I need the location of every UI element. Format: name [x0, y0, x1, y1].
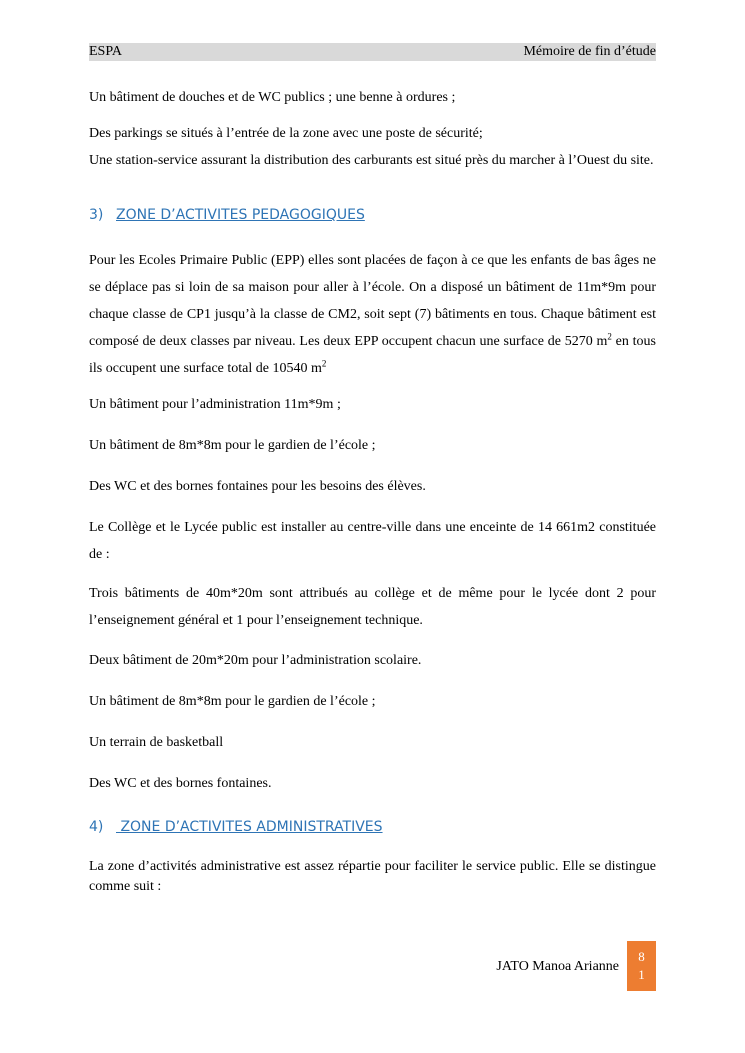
list-item-wc-fontaines: Des WC et des bornes fontaines.: [89, 776, 272, 791]
paragraph-college: Le Collège et le Lycée public est installer au centre-ville dans une enceinte de 14 661m2 constituée de :: [89, 520, 656, 562]
section-4-heading: [89, 818, 383, 836]
epp-sup-1: 2: [607, 331, 612, 342]
section-3-number: 3): [89, 207, 104, 223]
list-item-gardien-2: Un bâtiment de 8m*8m pour le gardien de l’école ;: [89, 694, 376, 709]
list-item-gardien: Un bâtiment de 8m*8m pour le gardien de l’école ;: [89, 438, 376, 453]
paragraph-douches: Un bâtiment de douches et de WC publics ; une benne à ordures ;: [89, 90, 456, 105]
paragraph-parkings: Des parkings se situés à l’entrée de la zone avec une poste de sécurité;: [89, 126, 483, 141]
list-item-wc-eleves: Des WC et des bornes fontaines pour les besoins des élèves.: [89, 479, 426, 494]
list-item-basketball: Un terrain de basketball: [89, 735, 224, 750]
header-right-text: Mémoire de fin d’étude: [523, 44, 656, 59]
paragraph-epp: [89, 247, 656, 382]
section-3-title: ZONE D’ACTIVITES PEDAGOGIQUES: [116, 207, 365, 223]
section-4-number: 4): [89, 819, 104, 835]
section-3-heading: [89, 206, 365, 224]
epp-text-middle: en tous ils occupent une surface total de 10540 m: [89, 334, 656, 376]
paragraph-trois-batiments: Trois bâtiments de 40m*20m sont attribués au collège et de même pour le lycée dont 2 pour l’enseignement général et 1 pour l’enseignement technique.: [89, 586, 656, 628]
page-header: [89, 43, 656, 61]
page-number-box: [627, 941, 656, 991]
epp-sup-2: 2: [321, 358, 327, 369]
epp-text-before: Pour les Ecoles Primaire Public (EPP) elles sont placées de façon à ce que les enfants de bas âges ne se déplace pas si loin de sa maison pour aller à l’école. On a disposé un bâtiment de 11m*9m pour chaque classe de CP1 jusqu’à la classe de CM2, soit sept (7) bâtiments en tous. Chaque bâtiment est composé de deux classes par niveau. Les deux EPP occupent chacun une surface de 5270 m: [89, 253, 656, 349]
list-item-admin-scolaire: Deux bâtiment de 20m*20m pour l’administration scolaire.: [89, 653, 422, 668]
list-item-admin: Un bâtiment pour l’administration 11m*9m ;: [89, 397, 341, 412]
paragraph-admin-zone: La zone d’activités administrative est assez répartie pour faciliter le service public. Elle se distingue comme suit :: [89, 859, 656, 894]
section-4-title: ZONE D’ACTIVITES ADMINISTRATIVES: [116, 819, 383, 835]
page-number-digit-1: 8: [638, 949, 645, 964]
header-left-text: ESPA: [89, 44, 122, 59]
footer-author: JATO Manoa Arianne: [496, 959, 619, 974]
paragraph-station: Une station-service assurant la distribution des carburants est situé près du marcher à l’Ouest du site.: [89, 153, 654, 168]
page-number-digit-2: 1: [638, 967, 645, 982]
